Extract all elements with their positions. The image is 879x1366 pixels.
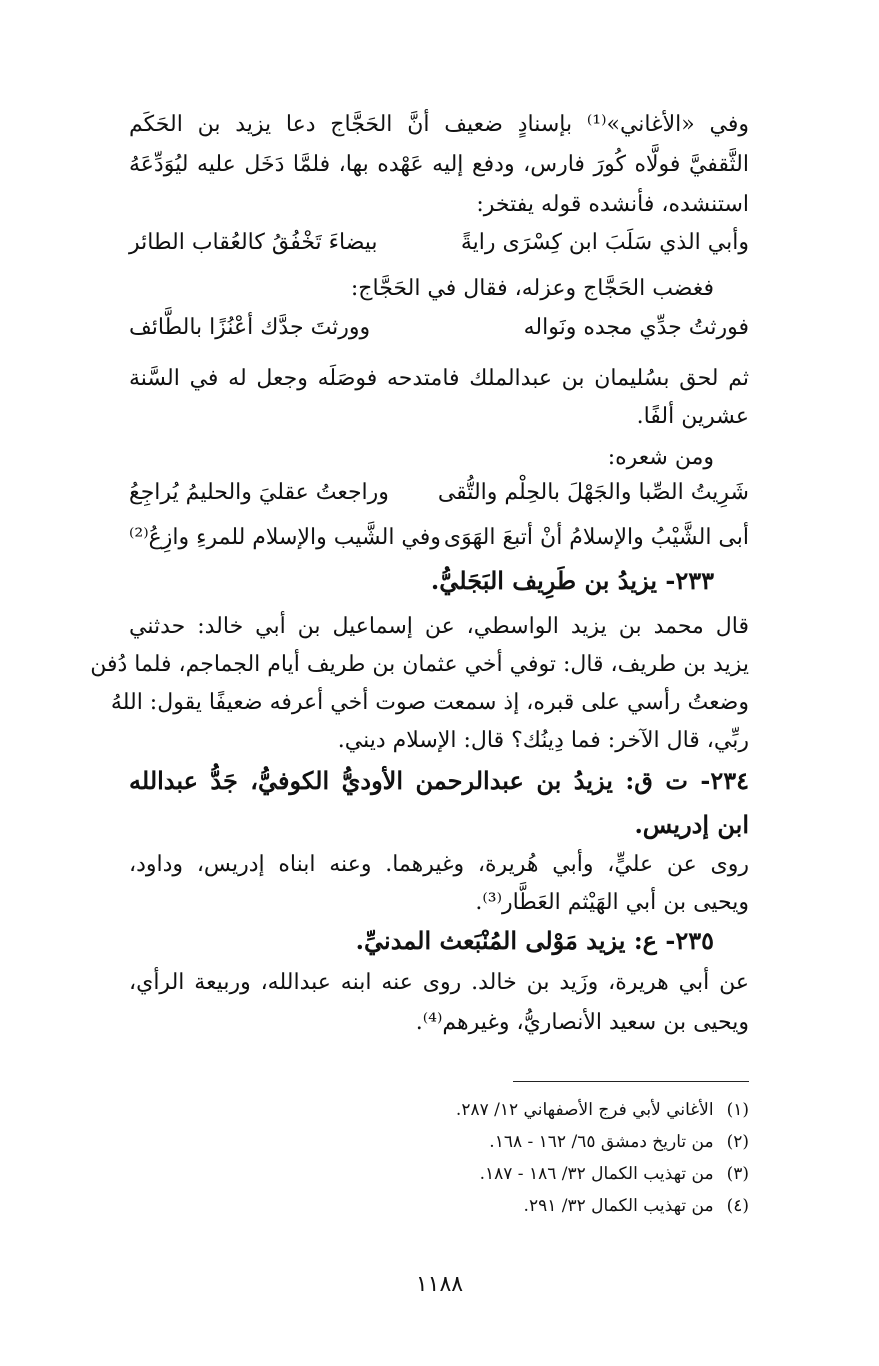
entry-heading: ٢٣٥- ع: يزيد مَوْلى المُنْبَعث المدنيِّ. xyxy=(355,926,714,955)
footnote xyxy=(129,1194,749,1218)
verse-hemistich: وورثتَ جدَّك أعْنُزًا بالطَّائف xyxy=(129,315,371,340)
verse-hemistich: فورثتُ جدِّي مجده ونَواله xyxy=(523,315,749,340)
paragraph-line: قال محمد بن يزيد الواسطي، عن إسماعيل بن أبي خالد: حدثني xyxy=(129,614,749,639)
footnote-number: (١) xyxy=(726,1100,749,1120)
paragraph-line: وضعتُ رأسي على قبره، إذ سمعت صوت أخي أعرفه ضعيفًا يقول: اللهُ xyxy=(110,690,749,715)
footnote-number: (٤) xyxy=(726,1196,749,1216)
paragraph-line: ربِّي، قال الآخر: فما دِينُك؟ قال: الإسلام ديني. xyxy=(337,728,749,753)
paragraph-line: عشرين ألفًا. xyxy=(636,404,749,429)
entry-heading: ٢٣٤- ت ق: يزيدُ بن عبدالرحمن الأوديُّ الكوفيُّ، جَدُّ عبدالله xyxy=(129,766,749,795)
paragraph-line: عن أبي هريرة، وزَيد بن خالد. روى عنه ابنه عبدالله، وربيعة الرأي، xyxy=(129,970,749,995)
footnote-text: من تاريخ دمشق ٦٥/ ١٦٢ - ١٦٨. xyxy=(489,1132,714,1152)
entry-heading: ابن إدريس. xyxy=(634,810,749,839)
verse-hemistich: أبى الشَّيْبُ والإسلامُ أنْ أتبعَ الهَوَى xyxy=(443,525,749,550)
paragraph-line: ومن شعره: xyxy=(607,445,714,470)
footnote-text: من تهذيب الكمال ٣٢/ ١٨٦ - ١٨٧. xyxy=(479,1164,714,1184)
footnote xyxy=(129,1130,749,1154)
footnote-separator xyxy=(513,1081,749,1082)
footnote-text: من تهذيب الكمال ٣٢/ ٢٩١. xyxy=(523,1196,714,1216)
footnote-text: الأغاني لأبي فرج الأصفهاني ١٢/ ٢٨٧. xyxy=(455,1100,714,1120)
footnote-number: (٣) xyxy=(726,1164,749,1184)
paragraph-line: استنشده، فأنشده قوله يفتخر: xyxy=(476,192,749,217)
entry-heading: ٢٣٣- يزيدُ بن طَرِيف البَجَليُّ. xyxy=(430,566,714,595)
paragraph-line: يزيد بن طريف، قال: توفي أخي عثمان بن طريف أيام الجماجم، فلما دُفن xyxy=(90,652,749,677)
footnote-number: (٢) xyxy=(726,1132,749,1152)
verse-hemistich: وراجعتُ عقليَ والحليمُ يُراجِعُ xyxy=(129,480,389,505)
paragraph-line: ثم لحق بسُليمان بن عبدالملك فامتدحه فوصَلَه وجعل له في السَّنة xyxy=(129,366,749,391)
verse-hemistich: وفي الشَّيب والإسلام للمرءِ وازِعُ⁽²⁾ xyxy=(129,525,441,550)
paragraph-line: وفي «الأغاني»⁽¹⁾ بإسنادٍ ضعيف أنَّ الحَجَّاج دعا يزيد بن الحَكَم xyxy=(129,112,749,137)
verse-hemistich: وأبي الذي سَلَبَ ابن كِسْرَى رايةً xyxy=(460,230,749,255)
paragraph-line: روى عن عليٍّ، وأبي هُريرة، وغيرهما. وعنه ابناه إدريس، وداود، xyxy=(129,852,749,877)
footnote xyxy=(129,1162,749,1186)
footnote xyxy=(129,1098,749,1122)
paragraph-line: ويحيى بن سعيد الأنصاريُّ، وغيرهم⁽⁴⁾. xyxy=(415,1010,749,1035)
paragraph-line: الثَّقفيَّ فولَّاه كُورَ فارس، ودفع إليه عَهْده بها، فلمَّا دَخَل عليه ليُوَدِّعَهُ xyxy=(129,152,749,177)
verse-hemistich: بيضاءَ تَخْفُقُ كالعُقاب الطائر xyxy=(129,230,378,255)
page-number: ١١٨٨ xyxy=(415,1272,464,1297)
verse-hemistich: شَرِيتُ الصِّبا والجَهْلَ بالحِلْم والتُّقى xyxy=(437,480,749,505)
paragraph-line: ويحيى بن أبي الهَيْثم العَطَّار⁽³⁾. xyxy=(475,890,749,915)
paragraph-line: فغضب الحَجَّاج وعزله، فقال في الحَجَّاج: xyxy=(350,276,714,301)
